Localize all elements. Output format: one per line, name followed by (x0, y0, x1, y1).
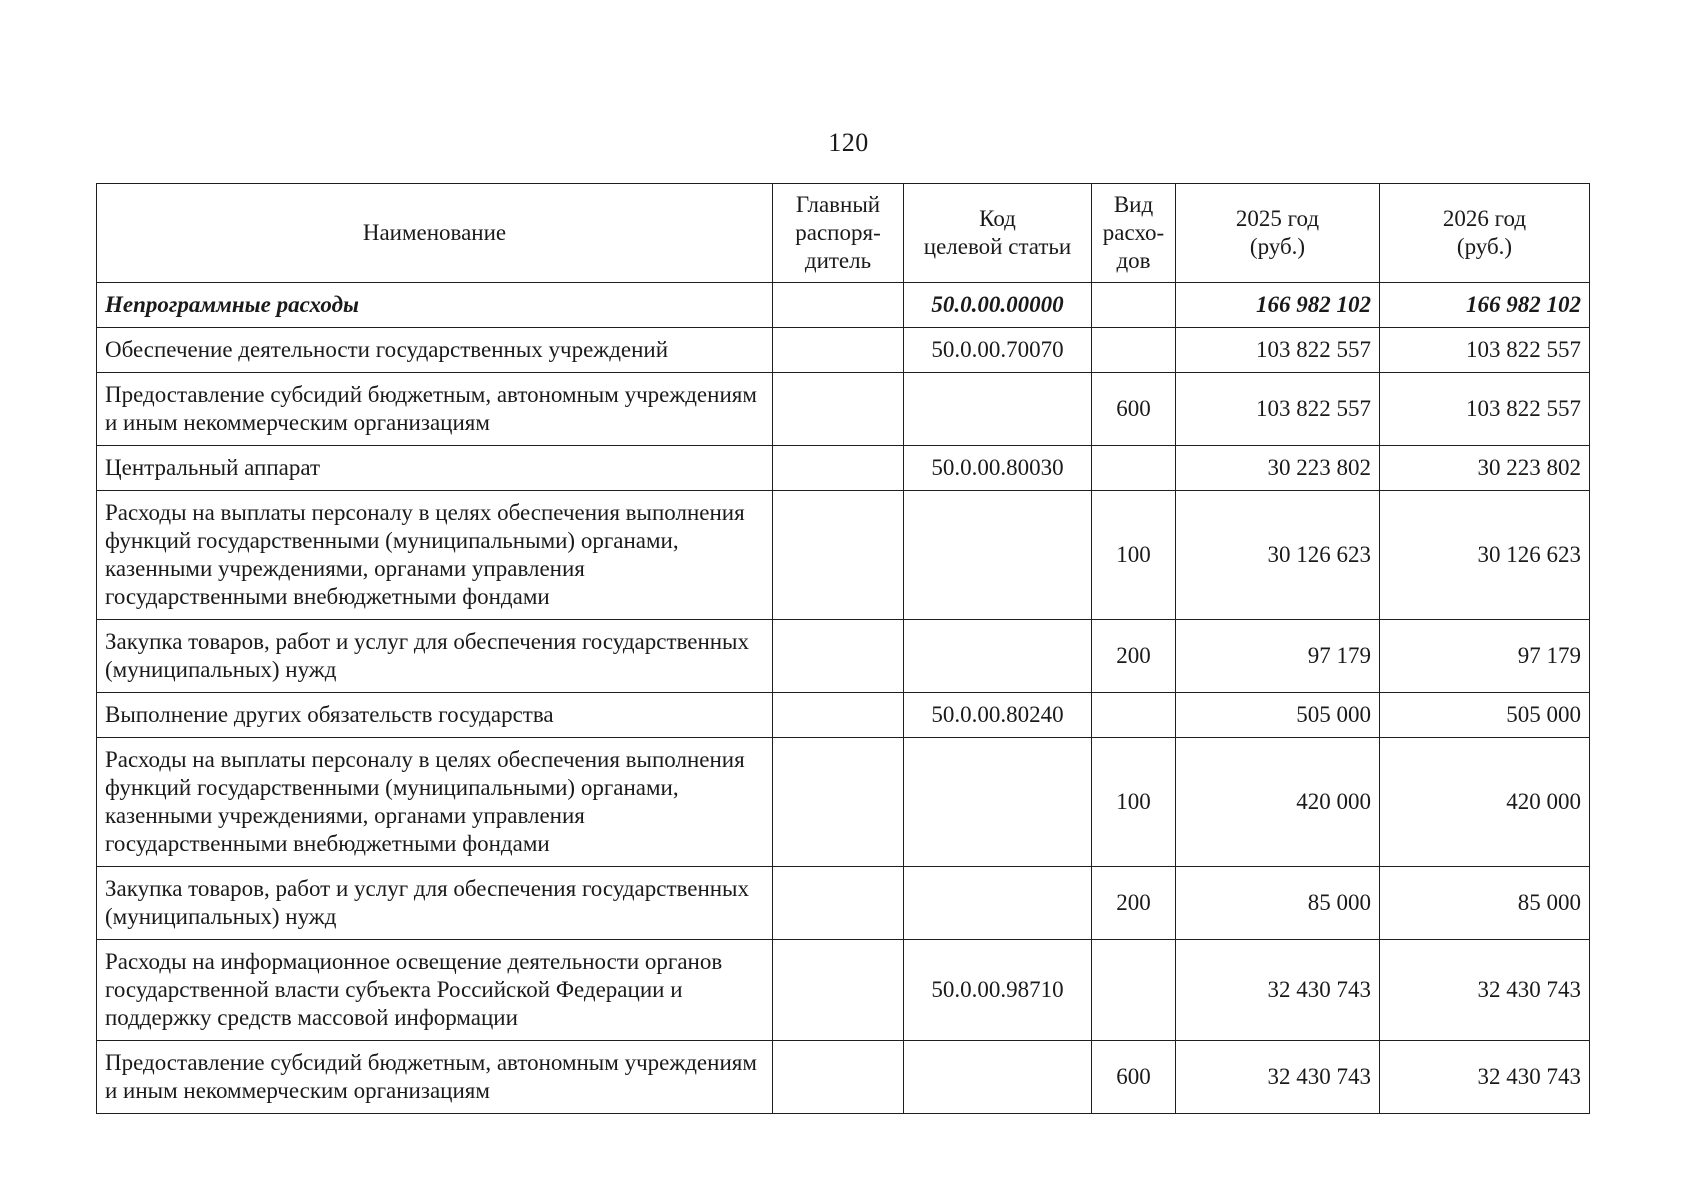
cell-name: Непрограммные расходы (97, 283, 773, 328)
header-row (97, 184, 1590, 283)
cell-name: Расходы на выплаты персоналу в целях обеспечения выполнения функций государственными (муниципальными) органами, казенными учреждениями, органами управления государственными внебюджетными фондами (97, 491, 773, 620)
cell-manager (773, 693, 904, 738)
cell-2025: 32 430 743 (1176, 940, 1380, 1041)
cell-manager (773, 940, 904, 1041)
cell-manager (773, 328, 904, 373)
table-row (97, 1041, 1590, 1114)
cell-2026: 420 000 (1380, 738, 1590, 867)
table-row (97, 940, 1590, 1041)
cell-name: Расходы на информационное освещение деятельности органов государственной власти субъекта Российской Федерации и поддержку средств массовой информации (97, 940, 773, 1041)
cell-2026: 505 000 (1380, 693, 1590, 738)
cell-manager (773, 446, 904, 491)
header-2026: 2026 год (руб.) (1380, 184, 1590, 283)
cell-2025: 30 223 802 (1176, 446, 1380, 491)
cell-code: 50.0.00.00000 (904, 283, 1092, 328)
cell-2026: 30 126 623 (1380, 491, 1590, 620)
header-code: Код целевой статьи (904, 184, 1092, 283)
cell-code (904, 373, 1092, 446)
cell-name: Предоставление субсидий бюджетным, автономным учреждениям и иным некоммерческим организациям (97, 373, 773, 446)
cell-code: 50.0.00.80030 (904, 446, 1092, 491)
cell-2026: 166 982 102 (1380, 283, 1590, 328)
cell-2025: 166 982 102 (1176, 283, 1380, 328)
table-row (97, 867, 1590, 940)
cell-2026: 32 430 743 (1380, 940, 1590, 1041)
cell-type (1092, 693, 1176, 738)
cell-name: Выполнение других обязательств государства (97, 693, 773, 738)
header-name: Наименование (97, 184, 773, 283)
cell-name: Центральный аппарат (97, 446, 773, 491)
cell-2026: 103 822 557 (1380, 373, 1590, 446)
cell-type (1092, 283, 1176, 328)
cell-name: Предоставление субсидий бюджетным, автономным учреждениям и иным некоммерческим организациям (97, 1041, 773, 1114)
cell-type: 100 (1092, 738, 1176, 867)
cell-manager (773, 620, 904, 693)
cell-type (1092, 940, 1176, 1041)
table-row (97, 491, 1590, 620)
cell-code (904, 1041, 1092, 1114)
table-row (97, 693, 1590, 738)
cell-name: Закупка товаров, работ и услуг для обеспечения государственных (муниципальных) нужд (97, 620, 773, 693)
cell-type: 200 (1092, 867, 1176, 940)
cell-manager (773, 867, 904, 940)
cell-2025: 85 000 (1176, 867, 1380, 940)
cell-type: 600 (1092, 373, 1176, 446)
cell-2026: 103 822 557 (1380, 328, 1590, 373)
cell-name: Закупка товаров, работ и услуг для обеспечения государственных (муниципальных) нужд (97, 867, 773, 940)
cell-manager (773, 491, 904, 620)
cell-manager (773, 1041, 904, 1114)
cell-manager (773, 373, 904, 446)
cell-2025: 103 822 557 (1176, 328, 1380, 373)
cell-type (1092, 446, 1176, 491)
cell-2026: 97 179 (1380, 620, 1590, 693)
table-row (97, 738, 1590, 867)
cell-code (904, 491, 1092, 620)
cell-2025: 103 822 557 (1176, 373, 1380, 446)
cell-type (1092, 328, 1176, 373)
header-type: Вид расхо- дов (1092, 184, 1176, 283)
cell-type: 100 (1092, 491, 1176, 620)
table-row (97, 373, 1590, 446)
header-manager: Главный распоря- дитель (773, 184, 904, 283)
cell-type: 600 (1092, 1041, 1176, 1114)
cell-2026: 30 223 802 (1380, 446, 1590, 491)
cell-2025: 32 430 743 (1176, 1041, 1380, 1114)
header-2025: 2025 год (руб.) (1176, 184, 1380, 283)
cell-2025: 420 000 (1176, 738, 1380, 867)
cell-code (904, 867, 1092, 940)
cell-2025: 97 179 (1176, 620, 1380, 693)
cell-name: Обеспечение деятельности государственных учреждений (97, 328, 773, 373)
cell-code: 50.0.00.70070 (904, 328, 1092, 373)
cell-2025: 30 126 623 (1176, 491, 1380, 620)
cell-manager (773, 738, 904, 867)
cell-name: Расходы на выплаты персоналу в целях обеспечения выполнения функций государственными (муниципальными) органами, казенными учреждениями, органами управления государственными внебюджетными фондами (97, 738, 773, 867)
cell-code (904, 620, 1092, 693)
budget-table (96, 183, 1590, 1114)
table-row (97, 283, 1590, 328)
cell-code: 50.0.00.80240 (904, 693, 1092, 738)
table-row (97, 446, 1590, 491)
cell-code: 50.0.00.98710 (904, 940, 1092, 1041)
cell-2025: 505 000 (1176, 693, 1380, 738)
cell-code (904, 738, 1092, 867)
table-row (97, 328, 1590, 373)
page-number: 120 (828, 128, 869, 157)
cell-2026: 85 000 (1380, 867, 1590, 940)
cell-manager (773, 283, 904, 328)
cell-type: 200 (1092, 620, 1176, 693)
table-row (97, 620, 1590, 693)
cell-2026: 32 430 743 (1380, 1041, 1590, 1114)
